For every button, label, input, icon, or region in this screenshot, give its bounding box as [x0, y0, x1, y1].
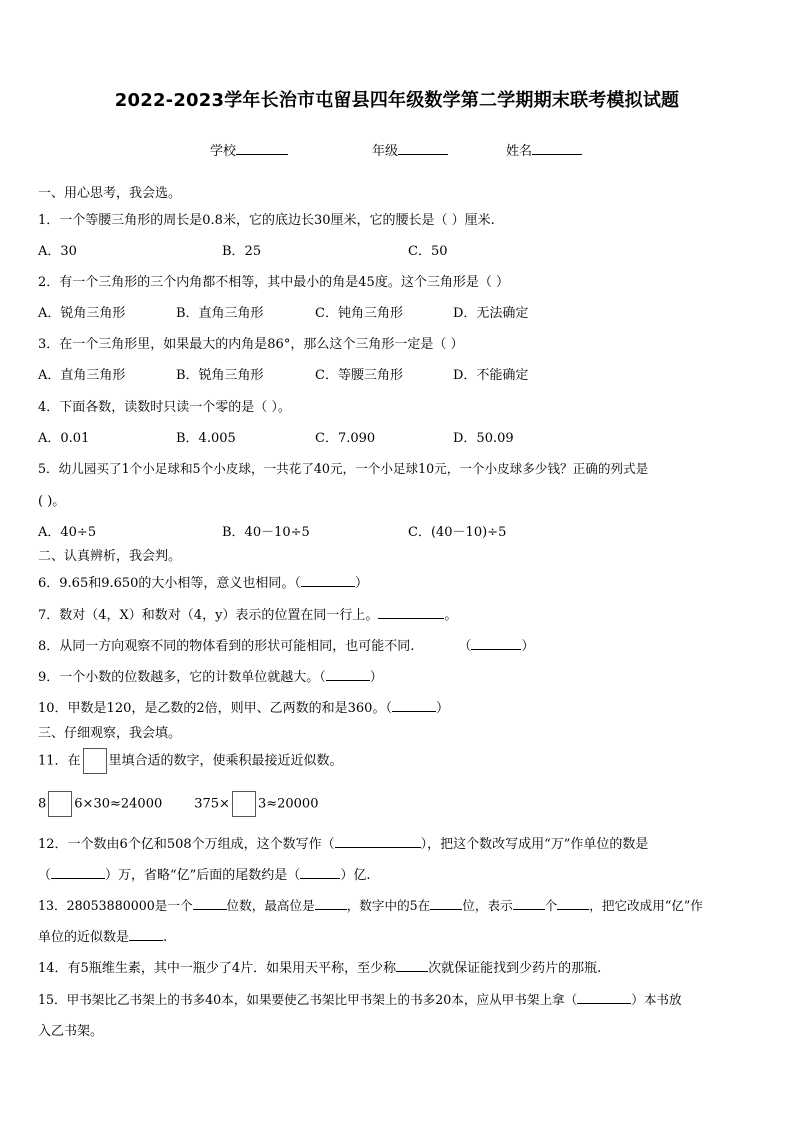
q8-close: ） [521, 639, 535, 654]
q2-option-d[interactable]: D．无法确定 [453, 306, 529, 321]
section-2-heading: 二、认真辨析，我会判。 [38, 549, 182, 564]
question-4: 4．下面各数，读数时只读一个零的是（ ）。 [38, 400, 291, 415]
school-blank[interactable] [236, 142, 288, 155]
q6-text: 6．9.65和9.650的大小相等，意义也相同。（ [38, 576, 301, 591]
q11-expr2-b: 3≈20000 [257, 796, 319, 812]
q11-expr1-box[interactable] [48, 791, 72, 817]
q11-expr2-a: 375× [194, 796, 230, 812]
q10-close: ） [435, 701, 449, 716]
q11-text-pre: 11．在 [38, 753, 81, 769]
q14-blank[interactable] [396, 959, 428, 972]
q13-blank-3[interactable] [430, 897, 462, 910]
q3-option-d[interactable]: D．不能确定 [453, 368, 529, 383]
question-9 [38, 666, 383, 685]
question-6 [38, 572, 368, 591]
q13-text-a: 13．28053880000是一个 [38, 898, 193, 913]
name-label: 姓名 [506, 144, 533, 159]
q14-text-a: 14．有5瓶维生素，其中一瓶少了4片．如果用天平称，至少称 [38, 961, 397, 976]
q13-text-c: ，数字中的5在 [346, 898, 431, 913]
question-12 [38, 833, 648, 852]
question-11-expressions [38, 791, 318, 817]
q7-close: 。 [444, 608, 458, 623]
q7-blank[interactable] [378, 606, 444, 619]
q4-option-c[interactable]: C．7.090 [315, 431, 376, 446]
q5-option-a[interactable]: A．40÷5 [38, 525, 97, 540]
q8-text: 8．从同一方向观察不同的物体看到的形状可能相同，也可能不同. [38, 639, 415, 654]
grade-blank[interactable] [398, 142, 448, 155]
q15-blank[interactable] [577, 991, 631, 1004]
q2-option-b[interactable]: B．直角三角形 [176, 306, 264, 321]
q9-blank[interactable] [326, 668, 370, 681]
q13-text-h: . [163, 930, 168, 945]
q7-text: 7．数对（4，X）和数对（4，y）表示的位置在同一行上。 [38, 608, 379, 623]
section-3-heading: 三、仔细观察，我会填。 [38, 726, 182, 741]
page-title: 2022-2023学年长治市屯留县四年级数学第二学期期末联考模拟试题 [114, 90, 680, 111]
question-7 [38, 604, 457, 623]
question-12-line2 [38, 864, 370, 883]
question-15-line2: 入乙书架。 [38, 1024, 104, 1039]
name-field [506, 140, 582, 159]
question-13-line2 [38, 926, 167, 945]
q11-expr2-box[interactable] [232, 791, 256, 817]
q1-option-a[interactable]: A．30 [38, 244, 77, 259]
q4-option-b[interactable]: B．4.005 [176, 431, 236, 446]
q9-text: 9．一个小数的位数越多，它的计数单位就越大。（ [38, 670, 326, 685]
q11-sample-box [83, 748, 107, 774]
q15-text-b: ）本书放 [631, 992, 682, 1007]
q4-option-d[interactable]: D．50.09 [453, 431, 514, 446]
q6-blank[interactable] [301, 574, 355, 587]
question-14 [38, 957, 601, 976]
name-blank[interactable] [532, 142, 582, 155]
grade-label: 年级 [372, 144, 399, 159]
q13-blank-4[interactable] [513, 897, 545, 910]
q5-option-c[interactable]: C．(40－10)÷5 [408, 525, 507, 540]
q8-open: （ [458, 639, 472, 654]
question-5: 5．幼儿园买了1个小足球和5个小皮球，一共花了40元，一个小足球10元，一个小皮球多少钱？正确的列式是 [38, 461, 649, 476]
question-10 [38, 697, 449, 716]
grade-field [372, 140, 448, 159]
q6-close: ） [354, 576, 368, 591]
q15-text-a: 15．甲书架比乙书架上的书多40本，如果要使乙书架比甲书架上的书多20本，应从甲书架上拿（ [38, 992, 578, 1007]
question-2: 2．有一个三角形的三个内角都不相等，其中最小的角是45度。这个三角形是（ ） [38, 275, 509, 290]
q2-option-c[interactable]: C．钝角三角形 [315, 306, 403, 321]
school-label: 学校 [210, 144, 237, 159]
question-13 [38, 895, 703, 914]
q12-blank-1[interactable] [335, 835, 421, 848]
q10-blank[interactable] [392, 699, 436, 712]
section-1-heading: 一、用心思考，我会选。 [38, 186, 182, 201]
q9-close: ） [369, 670, 383, 685]
q13-text-e: 个 [544, 898, 558, 913]
q13-blank-1[interactable] [193, 897, 227, 910]
q1-option-b[interactable]: B．25 [222, 244, 262, 259]
q3-option-c[interactable]: C．等腰三角形 [315, 368, 403, 383]
q13-blank-6[interactable] [129, 928, 163, 941]
q5-option-b[interactable]: B．40－10÷5 [222, 525, 310, 540]
q11-expr1-a: 8 [38, 796, 47, 812]
q12-blank-2[interactable] [51, 866, 105, 879]
q13-blank-2[interactable] [315, 897, 347, 910]
q3-option-b[interactable]: B．锐角三角形 [176, 368, 264, 383]
q14-text-b: 次就保证能找到少药片的那瓶. [428, 961, 602, 976]
question-11 [38, 748, 343, 774]
q12-blank-3[interactable] [300, 866, 340, 879]
q12-text-a: 12．一个数由6个亿和508个万组成，这个数写作（ [38, 837, 335, 852]
q13-text-b: 位数，最高位是 [226, 898, 315, 913]
q12-text-b: ），把这个数改写成用“万”作单位的数是 [420, 837, 649, 852]
q13-blank-5[interactable] [557, 897, 589, 910]
q12-text-c: （ [38, 868, 52, 883]
q13-text-g: 单位的近似数是 [38, 930, 130, 945]
q3-option-a[interactable]: A．直角三角形 [38, 368, 126, 383]
question-3: 3．在一个三角形里，如果最大的内角是86°，那么这个三角形一定是（ ） [38, 337, 464, 352]
q13-text-d: 位，表示 [462, 898, 513, 913]
q10-text: 10．甲数是120，是乙数的2倍，则甲、乙两数的和是360。（ [38, 701, 392, 716]
question-15 [38, 989, 682, 1008]
q4-option-a[interactable]: A．0.01 [38, 431, 90, 446]
question-8 [38, 635, 534, 654]
q8-blank[interactable] [471, 637, 521, 650]
q11-expr1-b: 6×30≈24000 [74, 796, 163, 812]
q12-text-e: ）亿. [340, 868, 371, 883]
q1-option-c[interactable]: C．50 [408, 244, 448, 259]
q13-text-f: ，把它改成用“亿”作 [589, 898, 703, 913]
question-5-paren: ( )。 [38, 494, 66, 509]
q12-text-d: ）万，省略“亿”后面的尾数约是（ [105, 868, 301, 883]
q11-text-post: 里填合适的数字，使乘积最接近近似数。 [108, 753, 343, 769]
q2-option-a[interactable]: A．锐角三角形 [38, 306, 126, 321]
school-field [210, 140, 288, 159]
question-1: 1．一个等腰三角形的周长是0.8米，它的底边长30厘米，它的腰长是（ ）厘米. [38, 213, 495, 228]
